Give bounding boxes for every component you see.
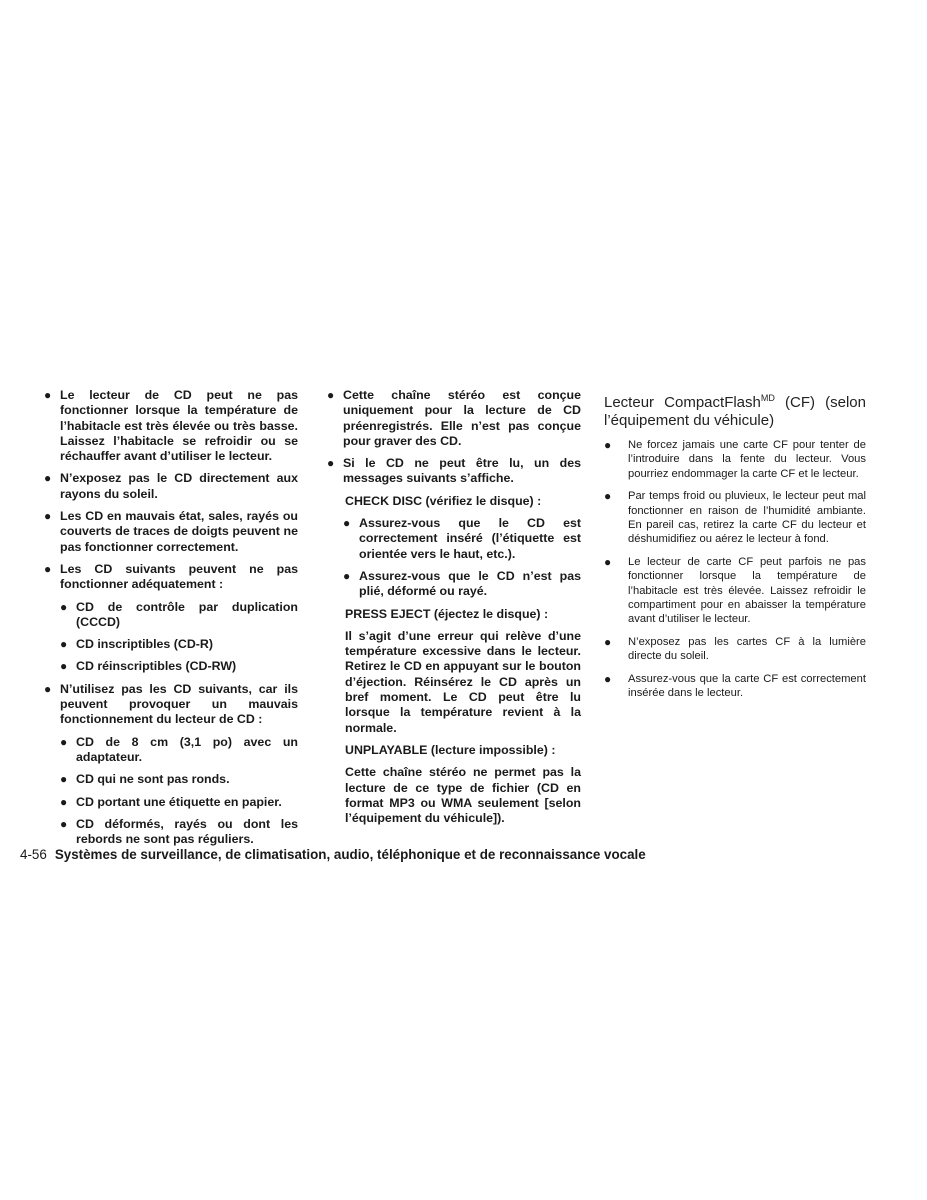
- list-item: ● Cette chaîne stéréo est conçue uniquement pour la lecture de CD préenregistrés. Elle n’est pas conçue pour graver des CD.: [327, 388, 581, 448]
- bullet-icon: ●: [604, 671, 612, 686]
- bullet-icon: ●: [343, 516, 351, 531]
- bullet-icon: ●: [44, 388, 52, 402]
- sub-list-item: ● CD portant une étiquette en papier.: [60, 794, 282, 809]
- list-item: ● N’exposez pas le CD directement aux rayons du soleil.: [44, 471, 298, 501]
- bullet-icon: ●: [327, 456, 335, 471]
- paragraph: Il s’agit d’une erreur qui relève d’une température excessive dans le lecteur. Retirez le CD en appuyant sur le bouton d’éjection. Réinsérez le CD après un bref moment. Le CD peut être lu lorsque la température revient à la normale.: [345, 628, 581, 735]
- message-label: UNPLAYABLE (lecture impossible) :: [345, 742, 556, 757]
- list-item: ● Les CD en mauvais état, sales, rayés ou couverts de traces de doigts peuvent ne pas fonctionner correctement.: [44, 509, 298, 554]
- bullet-icon: ●: [44, 561, 52, 576]
- bullet-icon: ●: [60, 816, 68, 831]
- sub-list-item: ● Assurez-vous que le CD est correctement inséré (l’étiquette est orientée vers le haut, etc.).: [343, 516, 581, 561]
- list-item: ● Par temps froid ou pluvieux, le lecteur peut mal fonctionner en raison de l’humidité ambiante. En pareil cas, retirez la carte CF du lecteur et déshumidifiez ou aérez le lecteur à fond.: [604, 489, 866, 546]
- chapter-title: Systèmes de surveillance, de climatisation, audio, téléphonique et de reconnaissance vocale: [54, 847, 646, 862]
- list-item: ● N’exposez pas les cartes CF à la lumière directe du soleil.: [604, 634, 866, 663]
- section-heading: Lecteur CompactFlash$^{MD}$ (CF) (selon l’équipement du véhicule): [604, 393, 866, 429]
- middle-column: [327, 388, 581, 833]
- bullet-icon: ●: [327, 388, 335, 402]
- list-item: ● N’utilisez pas les CD suivants, car ils peuvent provoquer un mauvais fonctionnement du lecteur de CD :: [44, 681, 298, 727]
- left-column: [44, 388, 298, 854]
- page-footer: [20, 847, 900, 862]
- bullet-icon: ●: [44, 681, 52, 696]
- bullet-icon: ●: [60, 794, 68, 809]
- list-item: ● Les CD suivants peuvent ne pas fonctionner adéquatement :: [44, 561, 298, 592]
- sub-list-item: ● CD réinscriptibles (CD-RW): [60, 659, 237, 674]
- bullet-icon: ●: [60, 637, 68, 652]
- message-label: PRESS EJECT (éjectez le disque) :: [345, 606, 549, 621]
- bullet-icon: ●: [604, 634, 612, 649]
- list-item: ● Ne forcez jamais une carte CF pour tenter de l’introduire dans la fente du lecteur. Vous pourriez endommager la carte CF et le lecteur.: [604, 438, 866, 480]
- bullet-icon: ●: [60, 659, 68, 674]
- bullet-icon: ●: [44, 471, 52, 486]
- sub-list-item: ● CD inscriptibles (CD-R): [60, 637, 213, 652]
- right-column: [604, 389, 866, 709]
- sub-list-item: ● CD de 8 cm (3,1 po) avec un adaptateur.: [60, 734, 298, 764]
- message-label: CHECK DISC (vérifiez le disque) :: [345, 493, 542, 508]
- bullet-icon: ●: [60, 734, 68, 749]
- list-item: ● Le lecteur de carte CF peut parfois ne pas fonctionner lorsque la température de l’habitacle est très élevée. Laissez refroidir le compartiment pour en abaisser la température avant d’utiliser le lecteur.: [604, 554, 866, 626]
- bullet-icon: ●: [604, 438, 612, 452]
- bullet-icon: ●: [343, 568, 351, 583]
- sub-list-item: ● Assurez-vous que le CD n’est pas plié, déformé ou rayé.: [343, 568, 581, 599]
- bullet-icon: ●: [60, 772, 68, 787]
- bullet-icon: ●: [44, 509, 52, 524]
- bullet-icon: ●: [60, 599, 68, 614]
- list-item: ● Assurez-vous que la carte CF est correctement insérée dans le lecteur.: [604, 671, 866, 700]
- sub-list-item: ● CD de contrôle par duplication (CCCD): [60, 599, 298, 629]
- list-item: ● Le lecteur de CD peut ne pas fonctionner lorsque la température de l’habitacle est très élevée ou très basse. Laissez l’habitacle se refroidir ou se réchauffer avant d’utiliser le lecteur.: [44, 388, 298, 464]
- page-number: 4-56: [20, 847, 47, 862]
- paragraph: Cette chaîne stéréo ne permet pas la lecture de ce type de fichier (CD en format MP3 ou WMA seulement [selon l’équipement du véhicule]).: [345, 765, 581, 826]
- bullet-icon: ●: [604, 554, 612, 569]
- bullet-icon: ●: [604, 489, 612, 504]
- list-item: ● Si le CD ne peut être lu, un des messages suivants s’affiche.: [327, 456, 581, 486]
- sub-list-item: ● CD qui ne sont pas ronds.: [60, 772, 230, 787]
- sub-list-item: ● CD déformés, rayés ou dont les rebords ne sont pas réguliers.: [60, 816, 298, 847]
